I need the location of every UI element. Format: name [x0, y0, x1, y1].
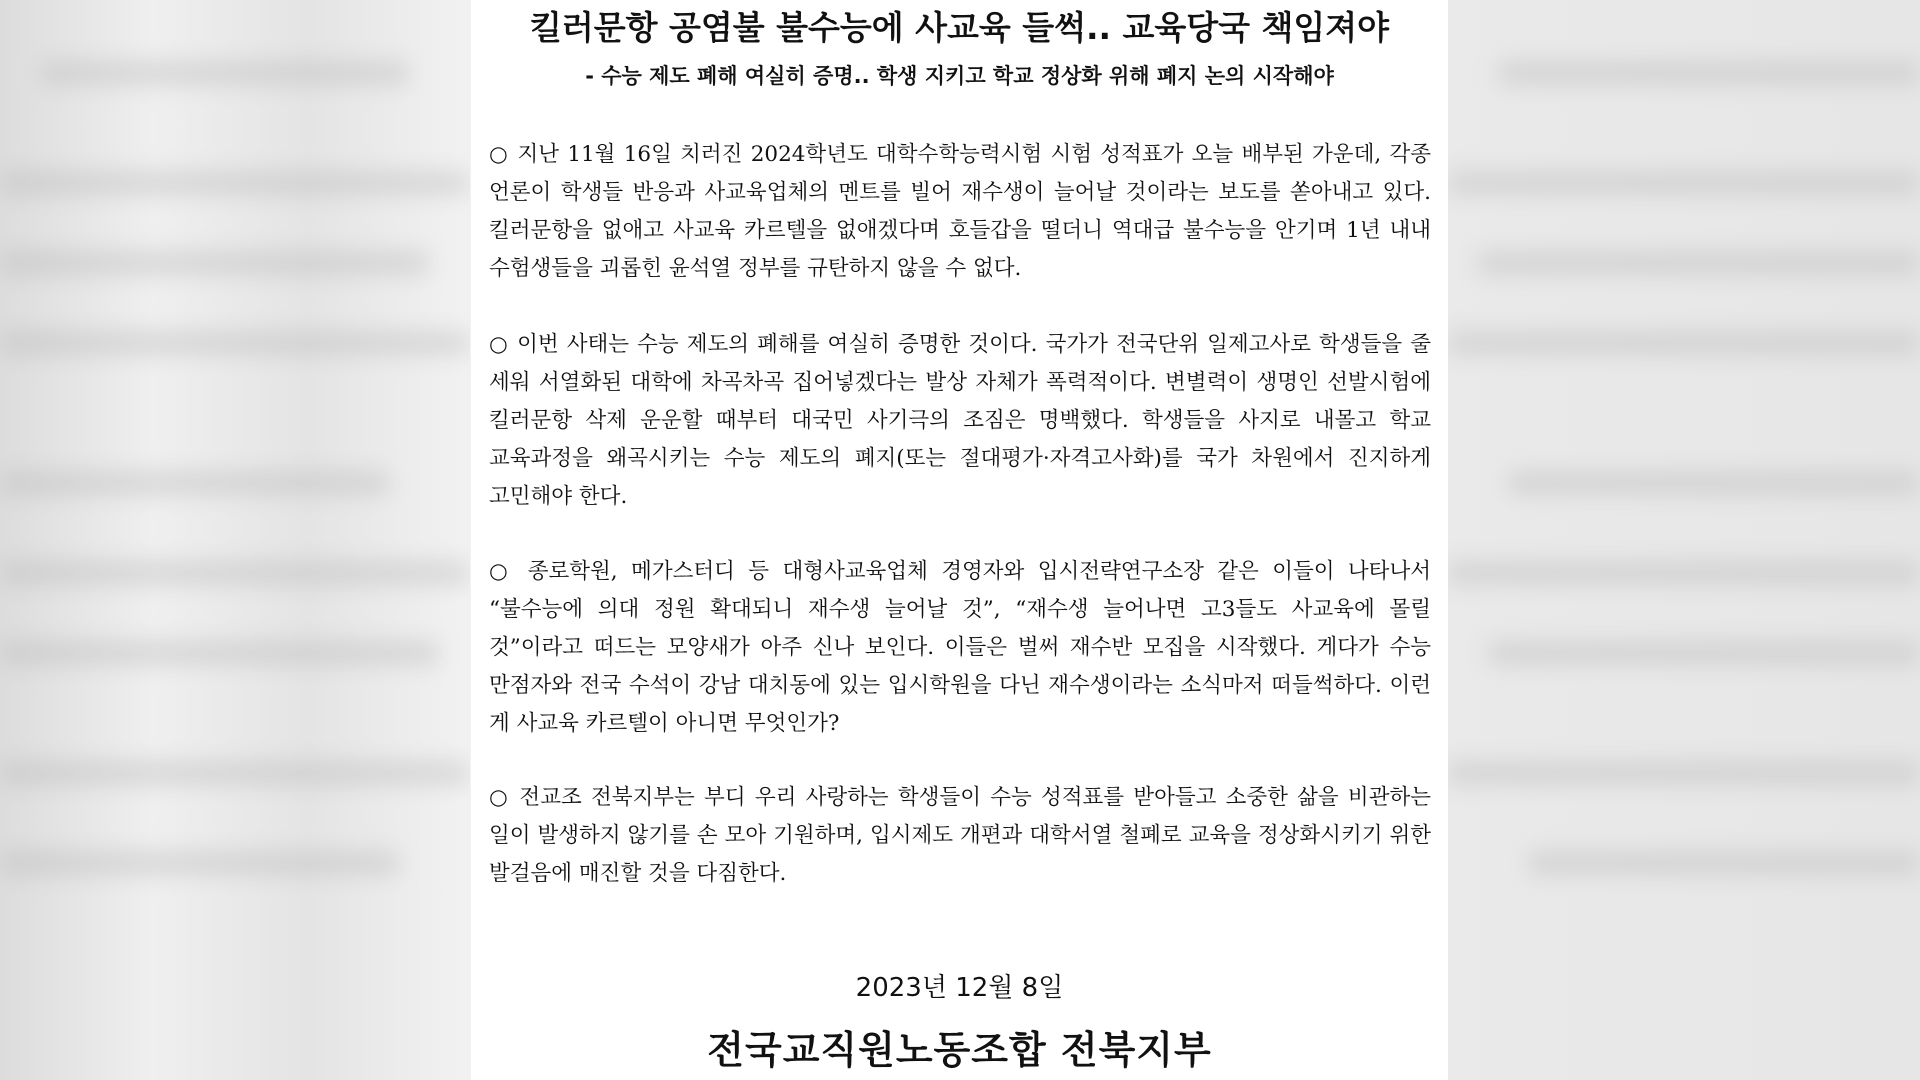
- paragraph-3-text: 종로학원, 메가스터디 등 대형사교육업체 경영자와 입시전략연구소장 같은 이들이 나타나서 “불수능에 의대 정원 확대되니 재수생 늘어날 것”, “재수생 늘어나면 고3들도 사교육에 몰릴 것”이라고 떠드는 모양새가 아주 신나 보인다. 이들은 벌써 재수반 모집을 시작했다. 게다가 수능 만점자와 전국 수석이 강남 대치동에 있는 입시학원을 다닌 재수생이라는 소식마저 떠들썩하다. 이런 게 사교육 카르텔이 아니면 무엇인가?: [489, 559, 1431, 736]
- document-date: 2023년 12월 8일: [855, 973, 1064, 1003]
- paragraph-4: [489, 779, 1431, 893]
- blurred-background-left: [0, 0, 470, 1080]
- paragraph-3: [489, 553, 1431, 743]
- paragraph-4-text: 전교조 전북지부는 부디 우리 사랑하는 학생들이 수능 성적표를 받아들고 소중한 삶을 비관하는 일이 발생하지 않기를 손 모아 기원하며, 입시제도 개편과 대학서열 철폐로 교육을 정상화시키기 위한 발걸음에 매진할 것을 다짐한다.: [489, 785, 1432, 886]
- circle-bullet-icon: ○: [489, 142, 510, 167]
- paragraph-2-text: 이번 사태는 수능 제도의 폐해를 여실히 증명한 것이다. 국가가 전국단위 일제고사로 학생들을 줄 세워 서열화된 대학에 차곡차곡 집어넣겠다는 발상 자체가 폭력적이다. 변별력이 생명인 선발시험에 킬러문항 삭제 운운할 때부터 대국민 사기극의 조짐은 명백했다. 학생들을 사지로 내몰고 학교 교육과정을 왜곡시키는 수능 제도의 폐지(또는 절대평가·자격고사화)를 국가 차원에서 진지하게 고민해야 한다.: [489, 332, 1431, 509]
- circle-bullet-icon: ○: [489, 785, 511, 810]
- document-subtitle: - 수능 제도 폐해 여실히 증명.. 학생 지키고 학교 정상화 위해 폐지 논의 시작해야: [585, 64, 1334, 88]
- circle-bullet-icon: ○: [489, 559, 515, 584]
- document-title: 킬러문항 공염불 불수능에 사교육 들썩.. 교육당국 책임져야: [529, 8, 1390, 47]
- paragraph-1: [489, 136, 1431, 288]
- blurred-background-right: [1447, 0, 1920, 1080]
- paragraph-2: [489, 326, 1431, 516]
- organization-signature: 전국교직원노동조합 전북지부: [707, 1028, 1212, 1072]
- document-page: [471, 0, 1448, 1080]
- paragraph-1-text: 지난 11월 16일 치러진 2024학년도 대학수학능력시험 시험 성적표가 오늘 배부된 가운데, 각종 언론이 학생들 반응과 사교육업체의 멘트를 빌어 재수생이 늘어날 것이라는 보도를 쏟아내고 있다. 킬러문항을 없애고 사교육 카르텔을 없애겠다며 호들갑을 떨더니 역대급 불수능을 안기며 1년 내내 수험생들을 괴롭힌 윤석열 정부를 규탄하지 않을 수 없다.: [489, 142, 1431, 281]
- circle-bullet-icon: ○: [489, 332, 510, 357]
